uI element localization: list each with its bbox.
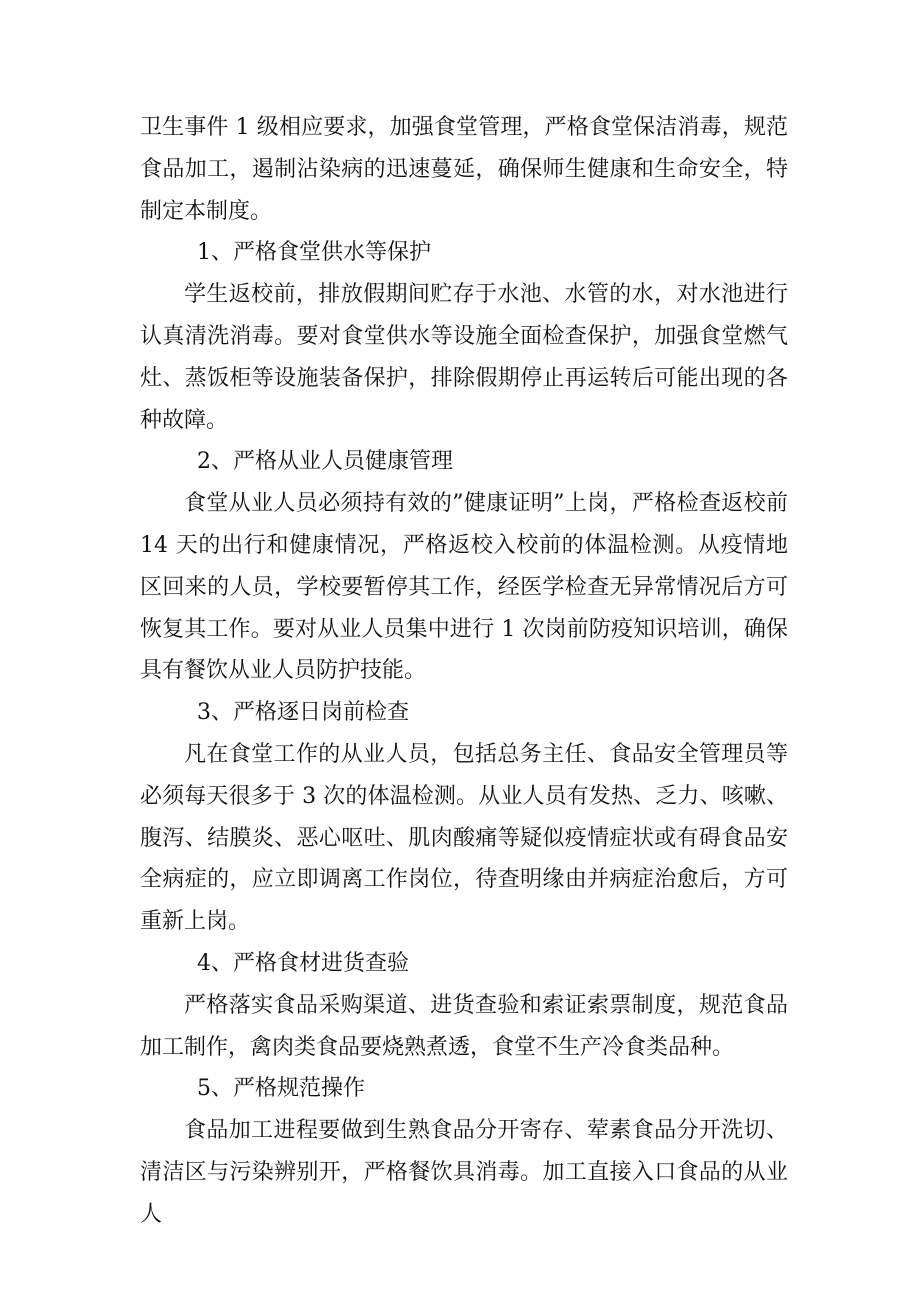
- paragraph-standard-operation: 食品加工进程要做到生熟食品分开寄存、荤素食品分开洗切、清洁区与污染辨别开，严格餐饮具消毒。加工直接入口食品的从业人: [140, 1118, 788, 1227]
- paragraph-water-supply: 学生返校前，排放假期间贮存于水池、水管的水，对水池进行认真清洗消毒。要对食堂供水等设施全面检查保护，加强食堂燃气灶、蒸饭柜等设施装备保护，排除假期停止再运转后可能出现的各种故障。: [140, 282, 788, 433]
- section-heading-4: 4、严格食材进货查验: [197, 950, 409, 976]
- section-heading-3: 3、严格逐日岗前检查: [197, 700, 409, 726]
- paragraph-intro-continued: 卫生事件 1 级相应要求，加强食堂管理，严格食堂保洁消毒，规范食品加工，遏制沾染病的迅速蔓延，确保师生健康和生命安全，特制定本制度。: [140, 115, 788, 224]
- section-heading-1: 1、严格食堂供水等保护: [197, 240, 431, 266]
- document-body: [140, 107, 788, 1236]
- paragraph-daily-check: 凡在食堂工作的从业人员，包括总务主任、食品安全管理员等必须每天很多于 3 次的体温检测。从业人员有发热、乏力、咳嗽、腹泻、结膜炎、恶心呕吐、肌肉酸痛等疑似疫情症状或有碍食品安全病症的，应立即调离工作岗位，待查明缘由并病症治愈后，方可重新上岗。: [140, 741, 788, 935]
- section-heading-5: 5、严格规范操作: [197, 1076, 365, 1102]
- paragraph-staff-health: 食堂从业人员必须持有效的”健康证明”上岗，严格检查返校前 14 天的出行和健康情况，严格返校入校前的体温检测。从疫情地区回来的人员，学校要暂停其工作，经医学检查无异常情况后方可恢复其工作。要对从业人员集中进行 1 次岗前防疫知识培训，确保具有餐饮从业人员防护技能。: [140, 491, 788, 684]
- paragraph-ingredient-inspection: 严格落实食品采购渠道、进货查验和索证索票制度，规范食品加工制作，禽肉类食品要烧熟煮透，食堂不生产冷食类品种。: [140, 992, 788, 1060]
- section-heading-2: 2、严格从业人员健康管理: [197, 449, 453, 475]
